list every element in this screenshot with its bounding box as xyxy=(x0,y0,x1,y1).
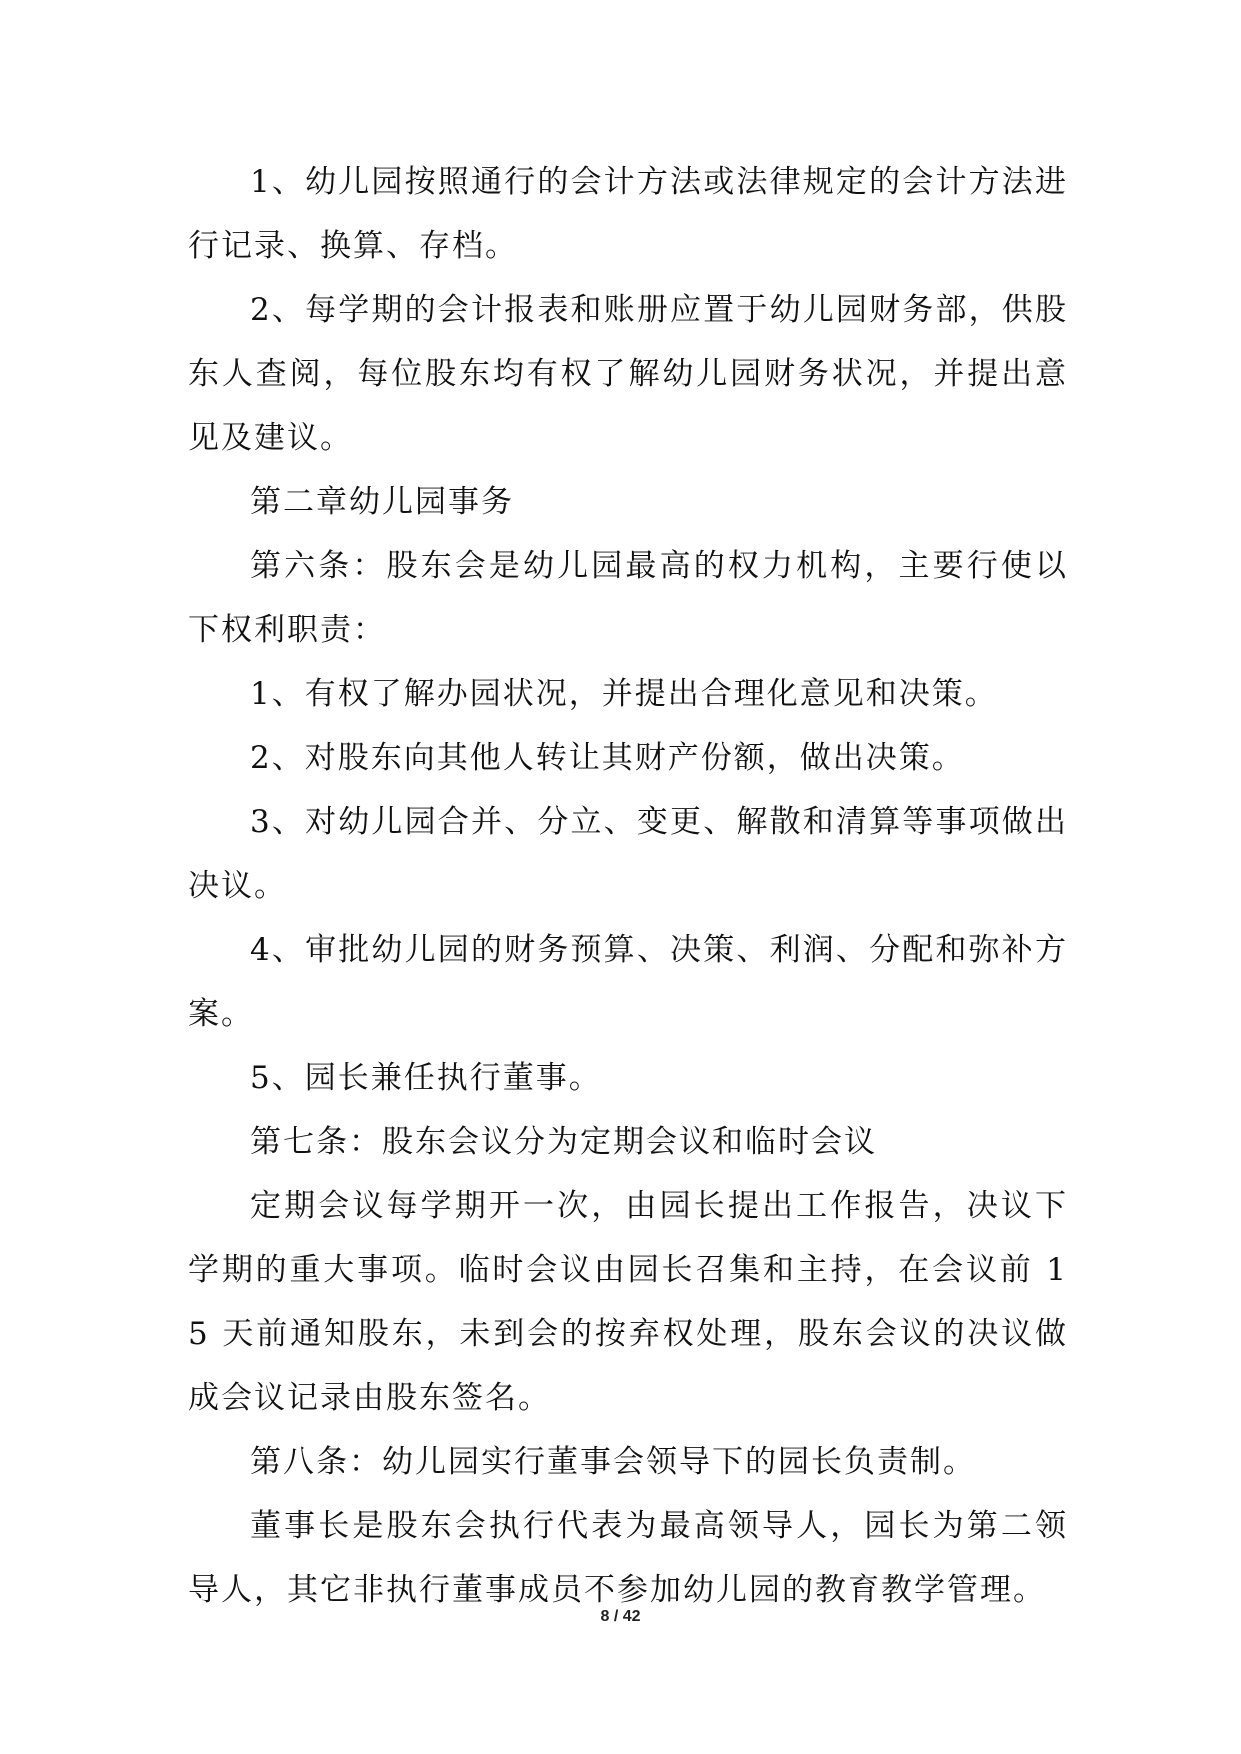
paragraph-financial-reports: 2、每学期的会计报表和账册应置于幼儿园财务部，供股东人查阅，每位股东均有权了解幼儿园财务状况，并提出意见及建议。 xyxy=(188,292,1068,456)
paragraph-accounting-method: 1、幼儿园按照通行的会计方法或法律规定的会计方法进行记录、换算、存档。 xyxy=(188,164,1068,264)
document-body xyxy=(188,150,1068,1622)
article-six-item-2: 2、对股东向其他人转让其财产份额，做出决策。 xyxy=(250,740,965,776)
page-number: 8 / 42 xyxy=(600,1608,641,1625)
article-seven-detail: 定期会议每学期开一次，由园长提出工作报告，决议下学期的重大事项。临时会议由园长召集和主持，在会议前 15 天前通知股东，未到会的按弃权处理，股东会议的决议做成会议记录由股东签名。 xyxy=(188,1188,1068,1416)
article-eight: 第八条：幼儿园实行董事会领导下的园长负责制。 xyxy=(250,1444,976,1480)
article-six-item-5: 5、园长兼任执行董事。 xyxy=(250,1060,602,1096)
article-six-item-4: 4、审批幼儿园的财务预算、决策、利润、分配和弥补方案。 xyxy=(188,932,1068,1032)
chapter-heading: 第二章幼儿园事务 xyxy=(250,484,514,520)
article-six: 第六条：股东会是幼儿园最高的权力机构，主要行使以下权利职责： xyxy=(188,548,1068,648)
article-seven: 第七条：股东会议分为定期会议和临时会议 xyxy=(250,1124,877,1160)
article-eight-detail: 董事长是股东会执行代表为最高领导人，园长为第二领导人，其它非执行董事成员不参加幼儿园的教育教学管理。 xyxy=(188,1508,1068,1608)
article-six-item-1: 1、有权了解办园状况，并提出合理化意见和决策。 xyxy=(250,676,998,712)
article-six-item-3: 3、对幼儿园合并、分立、变更、解散和清算等事项做出决议。 xyxy=(188,804,1068,904)
